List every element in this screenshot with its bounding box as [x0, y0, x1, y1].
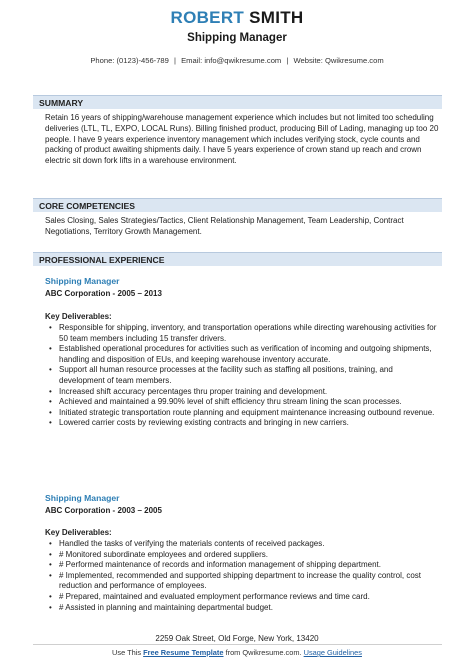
usage-guidelines-link[interactable]: Usage Guidelines [303, 648, 362, 657]
template-link[interactable]: Free Resume Template [143, 648, 224, 657]
job-bullet-list [48, 539, 440, 613]
credit-prefix: Use This [112, 648, 142, 657]
job-company: ABC Corporation - 2005 – 2013 [45, 289, 162, 298]
contact-line [0, 56, 474, 66]
competencies-heading: CORE COMPETENCIES [33, 198, 442, 212]
resume-header [0, 0, 474, 66]
list-item: • Responsible for shipping, inventory, and transportation operations while directing warehousing activities for 50 team members including 15 transfer drivers. [49, 323, 437, 343]
list-item: • # Assisted in planning and maintaining departmental budget. [49, 602, 273, 612]
email[interactable]: Email: info@qwikresume.com [181, 56, 282, 65]
job-company: ABC Corporation - 2003 – 2005 [45, 506, 162, 515]
list-item: • Lowered carrier costs by reviewing existing contracts and bringing in new carriers. [49, 418, 349, 428]
competencies-text: Sales Closing, Sales Strategies/Tactics, Client Relationship Management, Team Leadership, Contract Negotiations, Territory Growth Management. [45, 216, 404, 236]
list-item: • # Monitored subordinate employees and ordered suppliers. [49, 549, 269, 559]
list-item: • # Prepared, maintained and evaluated employment performance reviews and time card. [49, 591, 370, 601]
contact-separator: | [286, 56, 289, 65]
summary-text: Retain 16 years of shipping/warehouse management experience which includes but not limited too scheduling deliveries (LTL, TL, EXPO, LOCAL Runs). Billing finished product, producing Bill of Lading, managing up too 20 people. I have 9 years experience inventory management which includes verifying stock, cycle counts and packing of product awaiting shipments daily. I have 5 years experience of crown stand up reach and crown electric sit down fork lifts in a warehouse environment. [45, 113, 439, 166]
last-name: SMITH [249, 8, 304, 27]
job-title: Shipping Manager [45, 493, 120, 503]
candidate-title: Shipping Manager [187, 32, 287, 44]
phone: Phone: (0123)-456-789 [90, 56, 169, 65]
contact-separator: | [174, 56, 176, 65]
footer-credit [0, 648, 474, 658]
job-title: Shipping Manager [45, 276, 120, 286]
key-deliverables-label: Key Deliverables: [45, 312, 112, 321]
list-item: • Support all human resource processes at the facility such as staffing all positions, training, and development of team members. [49, 365, 393, 385]
summary-heading: SUMMARY [33, 95, 442, 109]
list-item: • Established operational procedures for activities such as verification of incoming and outgoing shipments, handling and disposition of EUs, and keeping warehouse inventory accurate. [49, 344, 432, 364]
footer-divider [33, 644, 442, 645]
list-item: • Achieved and maintained a 99.90% level of shift efficiency thru stream lining the scan processes. [49, 397, 402, 407]
website[interactable]: Website: Qwikresume.com [293, 56, 384, 65]
footer-address: 2259 Oak Street, Old Forge, New York, 13420 [155, 634, 319, 643]
list-item: • # Performed maintenance of records and information management of shipping department. [49, 560, 381, 570]
candidate-name [0, 8, 474, 28]
key-deliverables-label: Key Deliverables: [45, 528, 112, 537]
list-item: • Increased shift accuracy percentages thru proper training and development. [49, 386, 328, 396]
first-name: ROBERT [170, 8, 245, 27]
credit-mid: from Qwikresume.com. [225, 648, 302, 657]
list-item: • # Implemented, recommended and supported shipping department to increase the quality control, cost reduction and performance of employees. [49, 570, 421, 591]
list-item: • Initiated strategic transportation route planning and equipment maintenance increasing outbound revenue. [49, 407, 435, 417]
job-bullet-list [48, 323, 440, 429]
list-item: • Handled the tasks of verifying the materials contents of received packages. [49, 539, 325, 548]
experience-heading: PROFESSIONAL EXPERIENCE [33, 252, 442, 266]
